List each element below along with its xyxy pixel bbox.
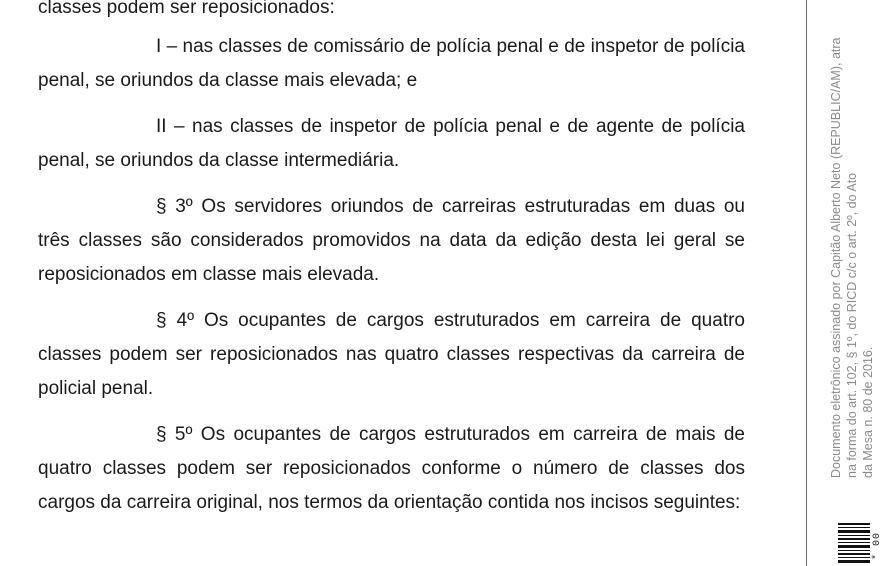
paragraph-inciso-ii: II – nas classes de inspetor de polícia penal e de agente de polícia penal, se oriundos da classe intermediária.	[38, 116, 745, 171]
barcode-icon	[838, 523, 870, 563]
paragraph-section-3: § 3º Os servidores oriundos de carreiras estruturadas em duas ou três classes são considerados promovidos na data da edição desta lei geral se reposicionados em classe mais elevada.	[38, 196, 745, 285]
text-line-continuation: classes podem ser reposicionados:	[38, 0, 335, 18]
paragraph-section-5: § 5º Os ocupantes de cargos estruturados em carreira de mais de quatro classes podem ser reposicionados conforme o número de classes dos cargos da carreira original, nos termos da orientação contida nos incisos seguintes:	[38, 424, 745, 513]
barcode-label: * 00	[872, 531, 883, 560]
signature-margin-note	[828, 0, 876, 478]
margin-divider	[806, 0, 807, 566]
margin-note-line-2: na forma do art. 102, § 1º, do RICD c/c o art. 2º, do Ato	[845, 172, 859, 478]
margin-note-line-1: Documento eletrônico assinado por Capitão Alberto Neto (REPUBLIC/AM), atra	[829, 37, 843, 478]
margin-note-line-3: da Mesa n. 80 de 2016.	[861, 346, 875, 478]
paragraph-inciso-i: I – nas classes de comissário de polícia penal e de inspetor de polícia penal, se oriundos da classe mais elevada; e	[38, 36, 745, 91]
body-text	[38, 30, 745, 520]
paragraph-section-4: § 4º Os ocupantes de cargos estruturados em carreira de quatro classes podem ser reposicionados nas quatro classes respectivas da carreira de policial penal.	[38, 310, 745, 399]
